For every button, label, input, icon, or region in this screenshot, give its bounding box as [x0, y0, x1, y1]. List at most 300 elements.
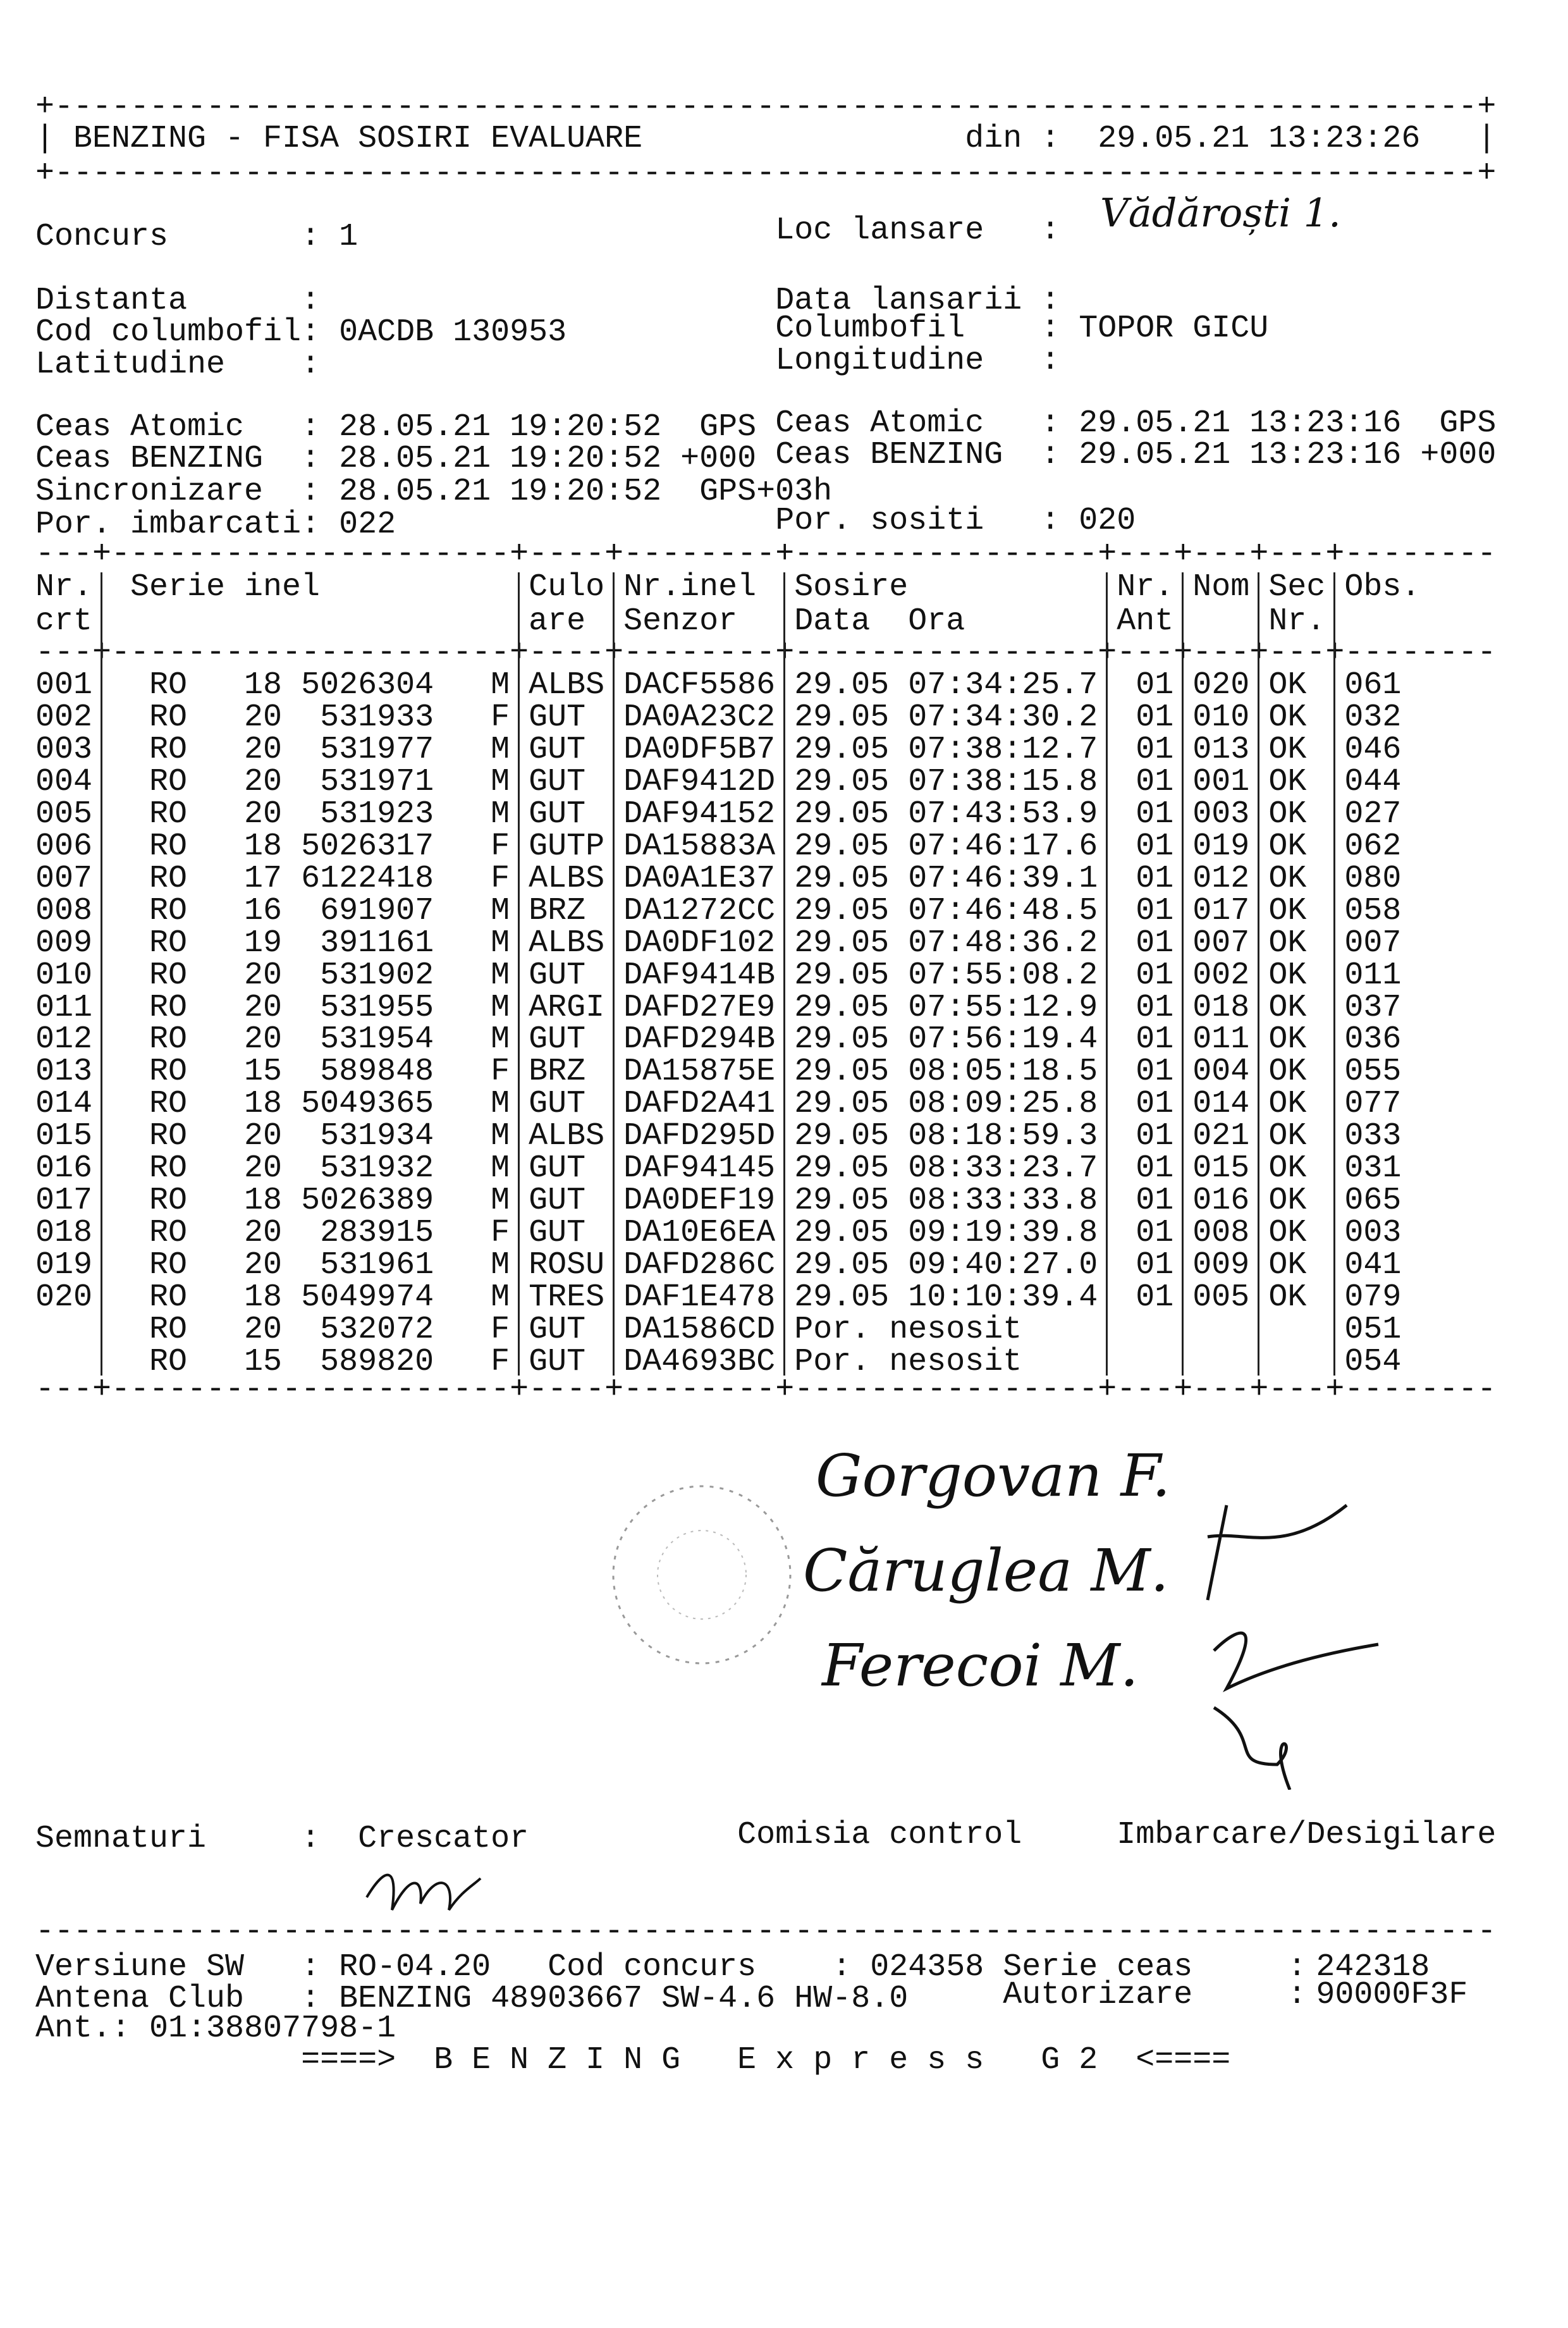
sex: F: [491, 1343, 510, 1380]
nom: 013: [1192, 731, 1250, 768]
country: RO: [149, 1343, 188, 1380]
ring-number: 6122418: [301, 860, 434, 897]
color: BRZ: [529, 892, 586, 929]
header-senzor: Senzor: [623, 603, 738, 639]
country: RO: [149, 1247, 188, 1284]
ring-number: 532072: [320, 1312, 434, 1348]
year: 18: [244, 667, 283, 703]
concurs-value: 1: [339, 219, 358, 255]
header-title-line: [35, 120, 1540, 158]
antenna: 01: [1136, 828, 1174, 865]
sex: F: [491, 860, 510, 897]
arrival-time: 07:43:53.9: [908, 796, 1098, 832]
color: GUT: [529, 1150, 586, 1187]
antenna: 01: [1136, 957, 1174, 994]
ceas-atomic-label-right: Ceas Atomic: [775, 405, 984, 441]
year: 20: [244, 957, 283, 994]
arrival-time: 07:46:48.5: [908, 892, 1098, 929]
table-header-row-1: [35, 569, 1540, 607]
colon: :: [301, 347, 321, 383]
nom: 011: [1192, 1021, 1250, 1058]
arrival-time: 07:38:15.8: [908, 763, 1098, 800]
report-datetime: 29.05.21 13:23:26: [1098, 121, 1421, 157]
arrival-date: 29.05: [794, 860, 890, 897]
sex: M: [491, 731, 510, 768]
row-nr: 013: [35, 1054, 93, 1090]
table-border-top: ---+---------------------+----+--------+----------------+---+---+---+--------: [35, 536, 1497, 572]
security: OK: [1268, 925, 1307, 961]
signature-scribbles: [1189, 1410, 1391, 1790]
antenna: 01: [1136, 1118, 1174, 1155]
ring-number: 5026304: [301, 667, 434, 703]
country: RO: [149, 1279, 188, 1316]
colon: :: [1041, 283, 1060, 319]
antenna: 01: [1136, 1086, 1174, 1123]
arrival-date: 29.05: [794, 957, 890, 994]
country: RO: [149, 1086, 188, 1123]
arrival-date: 29.05: [794, 731, 890, 768]
commission-signature-1: Gorgovan F.: [816, 1442, 1171, 1510]
security: OK: [1268, 796, 1307, 832]
columbofil-label: Columbofil: [775, 311, 965, 347]
country: RO: [149, 1215, 188, 1252]
column-divider: [1106, 572, 1108, 1376]
color: GUT: [529, 763, 586, 800]
color: ALBS: [529, 860, 605, 897]
country: RO: [149, 957, 188, 994]
ring-number: 5026317: [301, 828, 434, 865]
autorizare-label: Autorizare: [1003, 1977, 1193, 2013]
security: OK: [1268, 860, 1307, 897]
column-divider: [613, 572, 615, 1376]
antenna: 01: [1136, 892, 1174, 929]
colon: :: [301, 1981, 321, 2017]
nom: 002: [1192, 957, 1250, 994]
ceas-benzing-value: 28.05.21 19:20:52: [339, 441, 662, 477]
sex: M: [491, 1183, 510, 1219]
signature-labels-line: [35, 1817, 1540, 1858]
nom: 010: [1192, 699, 1250, 736]
row-nr: 018: [35, 1215, 93, 1252]
antenna: 01: [1136, 699, 1174, 736]
colon: :: [301, 219, 321, 255]
arrival-date: 29.05: [794, 1021, 890, 1058]
arrival-time: 08:05:18.5: [908, 1054, 1098, 1090]
sensor-id: DAF1E478: [623, 1279, 776, 1316]
sensor-id: DA4693BC: [623, 1343, 776, 1380]
ring-number: 691907: [320, 892, 434, 929]
country: RO: [149, 1118, 188, 1155]
nom: 020: [1192, 667, 1250, 703]
antenna: 01: [1136, 1150, 1174, 1187]
antenna: 01: [1136, 796, 1174, 832]
ring-number: 5049365: [301, 1086, 434, 1123]
header-serie-inel: Serie inel: [130, 569, 321, 605]
obs: 033: [1344, 1118, 1402, 1155]
year: 19: [244, 925, 283, 961]
obs: 077: [1344, 1086, 1402, 1123]
obs: 046: [1344, 731, 1402, 768]
obs: 003: [1344, 1215, 1402, 1252]
color: GUT: [529, 1183, 586, 1219]
loc-lansare-handwritten: Vădăroști 1.: [1100, 190, 1341, 236]
row-nr: 011: [35, 989, 93, 1026]
sex: M: [491, 1247, 510, 1284]
colon: :: [1041, 311, 1060, 347]
nom: 014: [1192, 1086, 1250, 1123]
year: 20: [244, 989, 283, 1026]
nom: 005: [1192, 1279, 1250, 1316]
color: GUT: [529, 1086, 586, 1123]
sensor-id: DAF9414B: [623, 957, 776, 994]
colon: :: [1041, 405, 1060, 441]
country: RO: [149, 1054, 188, 1090]
ring-number: 5026389: [301, 1183, 434, 1219]
serie-ceas-value: 242318: [1316, 1949, 1430, 1985]
sensor-id: DA0DEF19: [623, 1183, 776, 1219]
column-divider: [101, 572, 102, 1376]
security: OK: [1268, 1215, 1307, 1252]
ring-number: 531977: [320, 731, 434, 768]
colon: :: [301, 283, 321, 319]
sex: F: [491, 699, 510, 736]
sex: F: [491, 828, 510, 865]
country: RO: [149, 925, 188, 961]
sex: M: [491, 1021, 510, 1058]
arrival-time: 07:46:39.1: [908, 860, 1098, 897]
security: OK: [1268, 1279, 1307, 1316]
arrival-time: 09:19:39.8: [908, 1215, 1098, 1252]
year: 20: [244, 1118, 283, 1155]
country: RO: [149, 731, 188, 768]
year: 18: [244, 1086, 283, 1123]
ceas-benzing-suffix: +000: [680, 441, 757, 477]
year: 17: [244, 860, 283, 897]
antenna: 01: [1136, 1021, 1174, 1058]
cod-columbofil-label: Cod columbofil: [35, 314, 302, 350]
header-crt: crt: [35, 603, 93, 639]
antenna: 01: [1136, 989, 1174, 1026]
obs: 037: [1344, 989, 1402, 1026]
row-nr: 001: [35, 667, 93, 703]
sensor-id: DA15883A: [623, 828, 776, 865]
sex: M: [491, 892, 510, 929]
header-obs: Obs.: [1344, 569, 1421, 605]
por-sositi-value: 020: [1079, 503, 1136, 539]
arrival-time: 07:38:12.7: [908, 731, 1098, 768]
header-nom: Nom: [1192, 569, 1250, 605]
report-title: BENZING - FISA SOSIRI EVALUARE: [73, 121, 643, 157]
obs: 041: [1344, 1247, 1402, 1284]
latitudine-label: Latitudine: [35, 347, 226, 383]
year: 20: [244, 1021, 283, 1058]
ring-number: 589820: [320, 1343, 434, 1380]
sex: M: [491, 989, 510, 1026]
arrival-time: 08:09:25.8: [908, 1086, 1098, 1123]
arrival-date: 29.05: [794, 796, 890, 832]
sex: F: [491, 1054, 510, 1090]
obs: 051: [1344, 1312, 1402, 1348]
antenna: 01: [1136, 1183, 1174, 1219]
table-header-separator: ---+---------------------+----+--------+----------------+---+---+---+--------: [35, 635, 1497, 671]
security: OK: [1268, 1183, 1307, 1219]
ring-number: 391161: [320, 925, 434, 961]
colon: :: [301, 409, 321, 445]
obs: 061: [1344, 667, 1402, 703]
color: GUT: [529, 957, 586, 994]
ring-number: 531955: [320, 989, 434, 1026]
sex: F: [491, 1215, 510, 1252]
year: 15: [244, 1054, 283, 1090]
arrival-date: 29.05: [794, 1118, 890, 1155]
obs: 080: [1344, 860, 1402, 897]
arrival-date: 29.05: [794, 1183, 890, 1219]
header-are: are: [529, 603, 586, 639]
colon: :: [832, 1949, 852, 1985]
obs: 032: [1344, 699, 1402, 736]
country: RO: [149, 667, 188, 703]
colon: :: [301, 507, 321, 543]
country: RO: [149, 1021, 188, 1058]
clock-line-benzing: [35, 437, 1540, 478]
colon: :: [1287, 1977, 1307, 2013]
nom: 017: [1192, 892, 1250, 929]
security: OK: [1268, 731, 1307, 768]
cod-concurs-value: 024358: [870, 1949, 984, 1985]
antenna: 01: [1136, 1247, 1174, 1284]
security: OK: [1268, 828, 1307, 865]
ring-number: 589848: [320, 1054, 434, 1090]
ceas-atomic-suffix: GPS: [699, 409, 757, 445]
arrival-date: 29.05: [794, 1215, 890, 1252]
row-nr: 014: [35, 1086, 93, 1123]
security: OK: [1268, 667, 1307, 703]
row-nr: 005: [35, 796, 93, 832]
color: ARGI: [529, 989, 605, 1026]
arrival-time: 07:56:19.4: [908, 1021, 1098, 1058]
por-imbarcati-value: 022: [339, 507, 396, 543]
arrival-date: Por. nesosit: [794, 1343, 1022, 1380]
antenna: 01: [1136, 1054, 1174, 1090]
year: 20: [244, 1312, 283, 1348]
sensor-id: DAFD294B: [623, 1021, 776, 1058]
nom: 008: [1192, 1215, 1250, 1252]
country: RO: [149, 763, 188, 800]
sex: M: [491, 1086, 510, 1123]
country: RO: [149, 1183, 188, 1219]
country: RO: [149, 989, 188, 1026]
autorizare-value: 90000F3F: [1316, 1977, 1468, 2013]
color: GUT: [529, 1215, 586, 1252]
nom: 007: [1192, 925, 1250, 961]
arrival-date: 29.05: [794, 892, 890, 929]
crescator-signature: [360, 1853, 487, 1923]
obs: 062: [1344, 828, 1402, 865]
loc-lansare-label: Loc lansare: [775, 212, 984, 249]
concurs-label: Concurs: [35, 219, 169, 255]
header-culoare: Culo: [529, 569, 605, 605]
club-stamp: [594, 1467, 809, 1682]
arrival-time: 07:55:12.9: [908, 989, 1098, 1026]
header-ant: Ant: [1117, 603, 1174, 639]
country: RO: [149, 892, 188, 929]
color: GUTP: [529, 828, 605, 865]
row-nr: 016: [35, 1150, 93, 1187]
obs: 007: [1344, 925, 1402, 961]
row-nr: 008: [35, 892, 93, 929]
cod-columbofil-value: 0ACDB 130953: [339, 314, 567, 350]
country: RO: [149, 828, 188, 865]
security: OK: [1268, 1021, 1307, 1058]
year: 20: [244, 763, 283, 800]
arrival-date: 29.05: [794, 1054, 890, 1090]
ring-number: 531934: [320, 1118, 434, 1155]
antenna: 01: [1136, 763, 1174, 800]
sex: M: [491, 667, 510, 703]
arrival-date: 29.05: [794, 1150, 890, 1187]
sensor-id: DA15875E: [623, 1054, 776, 1090]
obs: 031: [1344, 1150, 1402, 1187]
sex: M: [491, 1118, 510, 1155]
row-nr: 002: [35, 699, 93, 736]
color: ROSU: [529, 1247, 605, 1284]
sensor-id: DA0DF102: [623, 925, 776, 961]
table-border-bottom: ---+---------------------+----+--------+----------------+---+---+---+--------: [35, 1372, 1497, 1408]
security: OK: [1268, 1247, 1307, 1284]
info-line-latitudine: [35, 343, 1540, 384]
country: RO: [149, 796, 188, 832]
color: ALBS: [529, 925, 605, 961]
obs: 054: [1344, 1343, 1402, 1380]
por-imbarcati-label: Por. imbarcati: [35, 507, 302, 543]
nom: 016: [1192, 1183, 1250, 1219]
color: GUT: [529, 796, 586, 832]
colon: :: [301, 1949, 321, 1985]
serie-ceas-label: Serie ceas: [1003, 1949, 1193, 1985]
row-nr: 012: [35, 1021, 93, 1058]
sensor-id: DA0A23C2: [623, 699, 776, 736]
obs: 027: [1344, 796, 1402, 832]
column-divider: [1182, 572, 1184, 1376]
arrival-time: 10:10:39.4: [908, 1279, 1098, 1316]
ceas-benzing-suffix-right: +000: [1420, 437, 1497, 473]
versiune-sw-value: RO-04.20: [339, 1949, 491, 1985]
nom: 021: [1192, 1118, 1250, 1155]
colon: :: [301, 314, 321, 350]
header-sec-nr: Nr.: [1268, 603, 1326, 639]
obs: 044: [1344, 763, 1402, 800]
color: ALBS: [529, 1118, 605, 1155]
color: GUT: [529, 699, 586, 736]
row-nr: 007: [35, 860, 93, 897]
ceas-atomic-value-right: 29.05.21 13:23:16: [1079, 405, 1402, 441]
colon: :: [1041, 212, 1060, 249]
arrival-date: 29.05: [794, 1086, 890, 1123]
sex: M: [491, 1279, 510, 1316]
color: GUT: [529, 1343, 586, 1380]
antenna: 01: [1136, 860, 1174, 897]
header-nr-inel: Nr.inel: [623, 569, 757, 605]
arrival-date: 29.05: [794, 667, 890, 703]
sensor-id: DAFD295D: [623, 1118, 776, 1155]
arrival-date: 29.05: [794, 989, 890, 1026]
year: 18: [244, 1279, 283, 1316]
ceas-benzing-label: Ceas BENZING: [35, 441, 264, 477]
sincronizare-label: Sincronizare: [35, 474, 264, 510]
ring-number: 531961: [320, 1247, 434, 1284]
ring-number: 5049974: [301, 1279, 434, 1316]
border-right: |: [1477, 121, 1497, 157]
sensor-id: DA1272CC: [623, 892, 776, 929]
color: GUT: [529, 731, 586, 768]
obs: 011: [1344, 957, 1402, 994]
year: 18: [244, 1183, 283, 1219]
arrival-time: 07:55:08.2: [908, 957, 1098, 994]
crescator-label: Crescator: [358, 1821, 529, 1857]
color: ALBS: [529, 667, 605, 703]
header-ora: Ora: [908, 603, 965, 639]
nom: 003: [1192, 796, 1250, 832]
sensor-id: DA0A1E37: [623, 860, 776, 897]
sex: M: [491, 763, 510, 800]
row-nr: 004: [35, 763, 93, 800]
security: OK: [1268, 1054, 1307, 1090]
ring-number: 531933: [320, 699, 434, 736]
row-nr: 015: [35, 1118, 93, 1155]
colon: :: [301, 1821, 321, 1857]
year: 20: [244, 1247, 283, 1284]
column-divider: [1333, 572, 1335, 1376]
antenna: 01: [1136, 925, 1174, 961]
commission-signature-2: Căruglea M.: [803, 1537, 1169, 1604]
sincronizare-value: 28.05.21 19:20:52: [339, 474, 662, 510]
sensor-id: DAFD286C: [623, 1247, 776, 1284]
antenna-id: Ant.: 01:38807798-1: [35, 2011, 396, 2047]
arrival-time: 09:40:27.0: [908, 1247, 1098, 1284]
data-lansarii-label: Data lansarii: [775, 283, 1022, 319]
antena-club-label: Antena Club: [35, 1981, 245, 2017]
nom: 018: [1192, 989, 1250, 1026]
din-label: din :: [965, 121, 1060, 157]
nom: 012: [1192, 860, 1250, 897]
arrival-date: Por. nesosit: [794, 1312, 1022, 1348]
security: OK: [1268, 1150, 1307, 1187]
year: 20: [244, 699, 283, 736]
colon: :: [1041, 503, 1060, 539]
nom: 001: [1192, 763, 1250, 800]
nom: 009: [1192, 1247, 1250, 1284]
ring-number: 283915: [320, 1215, 434, 1252]
arrival-time: 07:46:17.6: [908, 828, 1098, 865]
colon: :: [1287, 1949, 1307, 1985]
header-data: Data: [794, 603, 871, 639]
imbarcare-desigilare-label: Imbarcare/Desigilare: [1117, 1817, 1497, 1853]
arrival-time: 07:48:36.2: [908, 925, 1098, 961]
colon: :: [301, 441, 321, 477]
arrival-time: 08:33:23.7: [908, 1150, 1098, 1187]
cod-concurs-label: Cod concurs: [548, 1949, 757, 1985]
antenna: 01: [1136, 667, 1174, 703]
arrival-time: 08:18:59.3: [908, 1118, 1098, 1155]
sex: M: [491, 1150, 510, 1187]
security: OK: [1268, 989, 1307, 1026]
header-border-bottom: +---------------------------------------------------------------------------+: [35, 156, 1497, 192]
color: BRZ: [529, 1054, 586, 1090]
footer-banner-line: [35, 2042, 1540, 2079]
distanta-label: Distanta: [35, 283, 188, 319]
antenna: 01: [1136, 731, 1174, 768]
comisia-control-label: Comisia control: [737, 1817, 1022, 1853]
